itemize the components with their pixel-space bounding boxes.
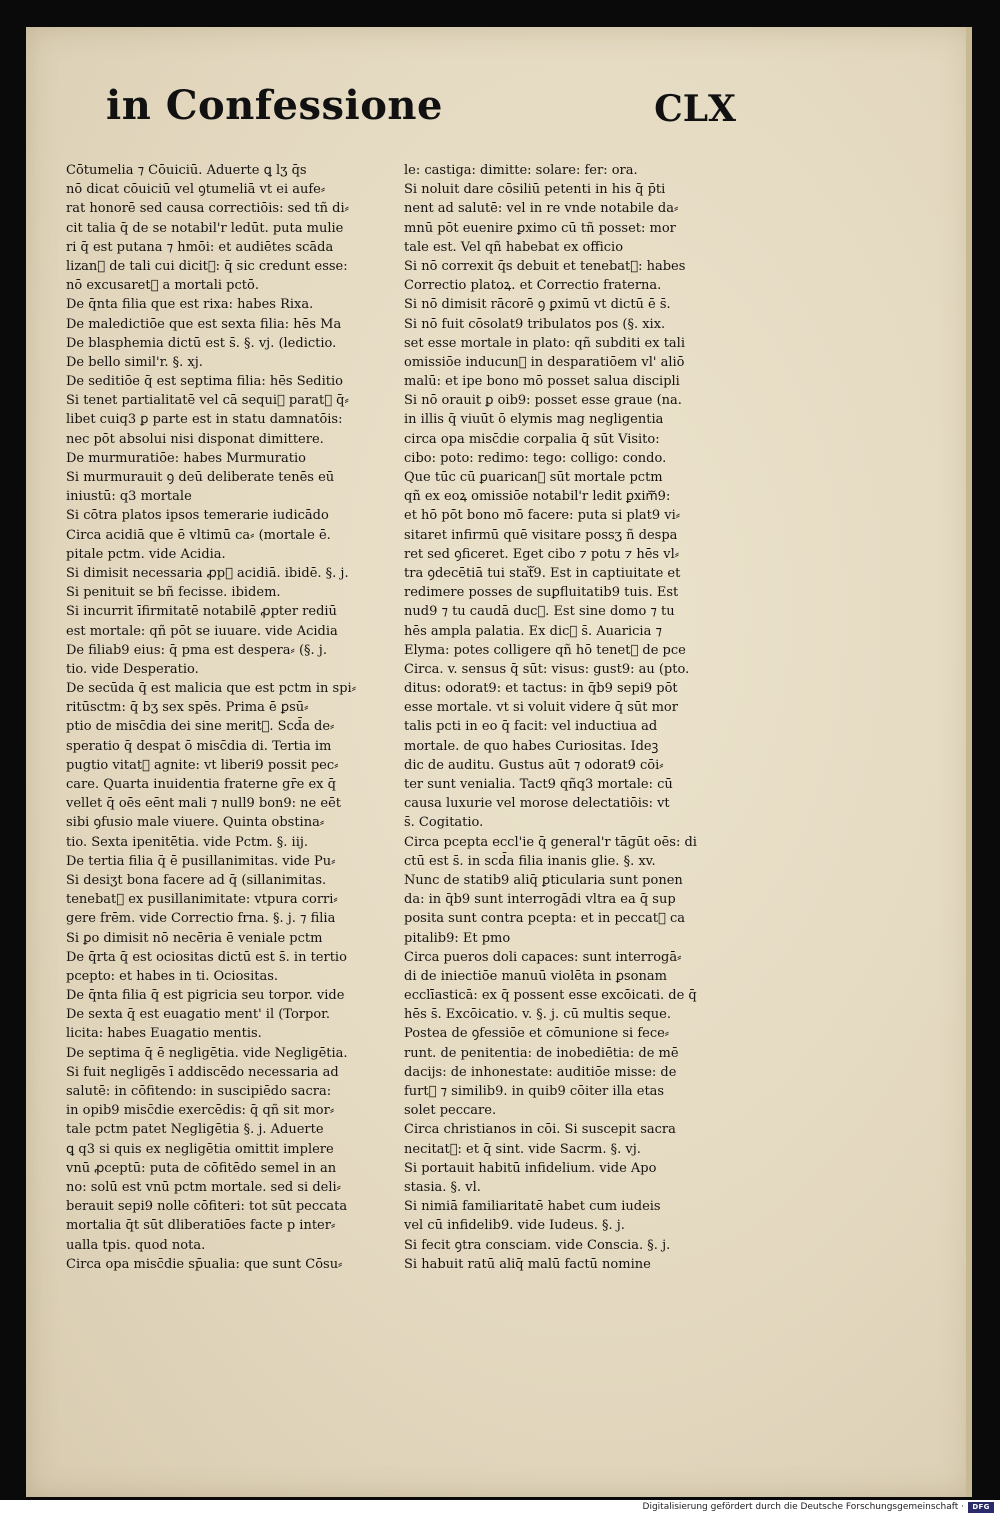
- text-line: Si habuit ratū aliq̄ malū factū nomine: [404, 1256, 651, 1272]
- text-line: Si nō correxit q̄s debuit et tenebatᷓ: habes: [404, 258, 686, 274]
- text-line: tenebatᷓ ex pusillanimitate: vtpura corri⸗: [66, 892, 338, 908]
- text-line: De q̄nta filia que est rixa: habes Rixa.: [66, 297, 314, 313]
- text-line: mortale. de quo habes Curiositas. Ideꝫ: [404, 738, 659, 754]
- text-line: Circa opa misc̄die sp̄ualia: que sunt Cōsu⸗: [66, 1256, 343, 1272]
- text-line: nō excusaretᷓ a mortali pctō.: [66, 278, 259, 294]
- text-line: dic de auditu. Gustus aūt ⁊ odorat9 cōi⸗: [404, 757, 664, 773]
- text-line: De murmuratiōe: habes Murmuratio: [66, 450, 306, 466]
- text-line: salutē: in cōfitendo: in suscipiēdo sacra:: [66, 1084, 332, 1099]
- text-line: mnū pōt euenire ꝑximo cū tñ posset: mor: [404, 220, 676, 236]
- text-line: Si noluit dare cōsiliū petenti in his q̄ p̄ti: [404, 182, 666, 198]
- text-line: sibi ꝯfusio male viuere. Quinta obstina⸗: [66, 815, 325, 831]
- text-line: ctū est s̄. in scd̄a filia inanis glie. §. xv.: [404, 853, 656, 869]
- text-line: ret sed ꝯficeret. Eget cibo ⁊ potu ⁊ hēs vl⸗: [404, 546, 680, 562]
- text-line: causa luxurie vel morose delectatiōis: vt: [404, 796, 670, 812]
- text-line: Si fuit negligēs ī addiscēdo necessaria ad: [66, 1064, 339, 1080]
- text-line: Si desiʒt bona facere ad q̄ (sillanimitas.: [66, 872, 327, 888]
- text-line: Si ꝑo dimisit nō necēria ē veniale pctm: [66, 930, 323, 946]
- text-line: Que tūc cū ꝑuaricanᷓ sūt mortale pctm: [404, 470, 663, 485]
- text-line: s̄. Cogitatio.: [404, 815, 484, 831]
- text-line: care. Quarta inuidentia fraterne gr̄e ex q̄: [66, 777, 336, 792]
- text-line: vellet q̄ oēs eēnt mali ⁊ null9 bon9: ne eēt: [66, 796, 341, 812]
- text-line: berauit sepi9 nolle cōfiteri: tot sūt peccata: [66, 1199, 348, 1215]
- text-line: cibo: poto: redimo: tego: colligo: condo.: [404, 450, 667, 466]
- text-line: in opib9 misc̄die exercēdis: q̄ qñ sit mor⸗: [66, 1103, 335, 1119]
- text-line: le: castiga: dimitte: solare: fer: ora.: [404, 163, 638, 178]
- text-line: pitale pctm. vide Acidia.: [66, 546, 226, 562]
- text-line: libet cuiq3 ꝑ parte est in statu damnatōis:: [66, 412, 343, 428]
- text-line: Correctio platoꝝ. et Correctio fraterna.: [404, 278, 662, 294]
- text-line: Circa pcepta eccl'ie q̄ general'r tāgūt oēs: di: [404, 834, 697, 850]
- folio-number: CLX: [654, 88, 736, 130]
- text-line: Si penituit se bñ fecisse. ibidem.: [66, 585, 281, 601]
- text-line: di de iniectiōe manuū violēta in ꝑsonam: [404, 968, 667, 984]
- text-line: ritūsctm: q̄ bʒ sex spēs. Prima ē ꝑsū⸗: [66, 700, 309, 716]
- text-line: da: in q̄b9 sunt interrogādi vltra ea q̄ sup: [404, 892, 676, 908]
- text-line: Si tenet partialitatē vel cā sequiᷓ paratᷓ q̄⸗: [66, 393, 349, 409]
- text-line: Si nō fuit cōsolat9 tribulatos pos (§. xix.: [404, 316, 666, 332]
- text-line: ecclīasticā: ex q̄ possent esse excōicati. de q̄: [404, 988, 697, 1004]
- text-line: stasia. §. vl.: [404, 1179, 481, 1195]
- text-line: nec pōt absolui nisi disponat dimittere.: [66, 431, 324, 447]
- text-line: ꝗ q3 si quis ex negligētia omittit implere: [66, 1141, 334, 1157]
- text-line: circa opa misc̄die corpalia q̄ sūt Visito:: [404, 431, 660, 447]
- text-line: necitatᷓ: et q̄ sint. vide Sacrm. §. vj.: [404, 1141, 641, 1157]
- text-line: Postea de ꝯfessiōe et cōmunione si fece⸗: [404, 1026, 670, 1042]
- text-line: in illis q̄ viuūt ō elymis mag negligentia: [404, 412, 664, 428]
- text-line: no: solū est vnū pctm mortale. sed si deli⸗: [66, 1179, 341, 1195]
- text-line: De blasphemia dictū est s̄. §. vj. (ledictio.: [66, 335, 337, 351]
- text-line: De tertia filia q̄ ē pusillanimitas. vide Pu⸗: [66, 853, 336, 869]
- text-line: speratio q̄ despat ō misc̄dia di. Tertia im: [66, 738, 332, 754]
- text-line: omissiōe inducunᷓ in desparatiōem vl' aliō: [404, 354, 685, 370]
- text-line: De secūda q̄ est malicia que est pctm in spi⸗: [66, 681, 357, 697]
- text-line: tra ꝯdecētiā tui statᷓ9. Est in captiuitate et: [404, 565, 681, 581]
- text-line: solet peccare.: [404, 1103, 497, 1119]
- text-line: qñ ex eoꝝ omissiōe notabil'r ledit ꝑximᷓ9:: [404, 489, 671, 505]
- text-line: Circa. v. sensus q̄ sūt: visus: gust9: au (pto.: [404, 661, 690, 677]
- text-line: ri q̄ est putana ⁊ hmōi: et audiētes scāda: [66, 239, 334, 255]
- running-head: [106, 82, 736, 142]
- text-line: tio. vide Desperatio.: [66, 661, 199, 677]
- text-line: hēs s̄. Excōicatio. v. §. j. cū multis seque.: [404, 1007, 672, 1023]
- text-line: sitaret infirmū quē visitare possʒ ñ despa: [404, 527, 678, 543]
- dfg-logo: DFG: [968, 1502, 994, 1513]
- text-line: set esse mortale in plato: qñ subditi ex tali: [404, 335, 685, 351]
- text-line: et hō pōt bono mō facere: puta si plat9 vi⸗: [404, 508, 681, 524]
- digitization-footer: [0, 1500, 1000, 1515]
- text-line: Circa christianos in cōi. Si suscepit sacra: [404, 1122, 676, 1138]
- text-line: ualla tpis. quod nota.: [66, 1237, 206, 1253]
- text-line: pugtio vitatᷓ agnite: vt liberi9 possit pec⸗: [66, 757, 339, 773]
- text-line: posita sunt contra pcepta: et in peccatᷓ ca: [404, 911, 685, 927]
- text-line: nud9 ⁊ tu caudā ducᷓ. Est sine domo ⁊ tu: [404, 604, 675, 620]
- text-line: redimere posses de suꝑfluitatib9 tuis. Est: [404, 585, 679, 601]
- text-line: dacijs: de inhonestate: auditiōe misse: de: [404, 1064, 677, 1080]
- text-line: Circa acidiā que ē vltimū ca⸗ (mortale ē.: [66, 527, 331, 543]
- text-line: De seditiōe q̄ est septima filia: hēs Seditio: [66, 374, 343, 390]
- text-line: furtᷓ ⁊ similib9. in quib9 cōiter illa etas: [404, 1084, 665, 1099]
- text-line: De maledictiōe que est sexta filia: hēs Ma: [66, 316, 342, 332]
- text-line: ptio de misc̄dia dei sine meritᷓ. Scd̄a de⸗: [66, 719, 335, 735]
- running-title: in Confessione: [106, 82, 443, 129]
- text-line: cit talia q̄ de se notabil'r ledūt. puta mulie: [66, 220, 344, 236]
- text-line: gere frēm. vide Correctio frna. §. j. ⁊ filia: [66, 911, 336, 927]
- text-line: nent ad salutē: vel in re vnde notabile da⸗: [404, 201, 679, 217]
- text-line: Si fecit ꝯtra consciam. vide Conscia. §. j.: [404, 1237, 671, 1253]
- text-line: ditus: odorat9: et tactus: in q̄b9 sepi9 pōt: [404, 681, 678, 697]
- text-line: rat honorē sed causa correctiōis: sed tñ di⸗: [66, 201, 349, 217]
- text-column-right: [404, 161, 704, 1274]
- text-line: Si nō dimisit rācorē ꝯ ꝑximū vt dictū ē s̄.: [404, 297, 671, 313]
- text-line: Si nimiā familiaritatē habet cum iudeis: [404, 1199, 661, 1215]
- text-line: Si incurrit īfirmitatē notabilē ꝓpter rediū: [66, 604, 337, 620]
- text-line: tale est. Vel qñ habebat ex officio: [404, 239, 624, 255]
- text-line: est mortale: qñ pōt se iuuare. vide Acidia: [66, 623, 338, 639]
- text-line: Si murmurauit ꝯ deū deliberate tenēs eū: [66, 470, 335, 485]
- text-line: malū: et ipe bono mō posset salua discipli: [404, 374, 680, 390]
- text-line: De q̄nta filia q̄ est pigricia seu torpor. vide: [66, 988, 345, 1004]
- text-line: pcepto: et habes in ti. Ociositas.: [66, 968, 279, 984]
- text-column-left: [66, 161, 366, 1274]
- text-line: runt. de penitentia: de inobediētia: de mē: [404, 1045, 679, 1061]
- text-line: tio. Sexta ipenitētia. vide Pctm. §. iij.: [66, 834, 309, 850]
- text-line: Si portauit habitū infidelium. vide Apo: [404, 1160, 657, 1176]
- text-line: hēs ampla palatia. Ex dicᷓ s̄. Auaricia ⁊: [404, 623, 662, 639]
- text-line: lizanᷓ de tali cui dicitᷓ: q̄ sic credunt esse:: [66, 258, 348, 274]
- text-line: ter sunt venialia. Tact9 qñq3 mortale: cū: [404, 777, 673, 792]
- text-line: vel cū infidelib9. vide Iudeus. §. j.: [404, 1218, 625, 1234]
- text-line: Nunc de statib9 aliq̄ ꝑticularia sunt ponen: [404, 872, 683, 888]
- text-line: talis pcti in eo q̄ facit: vel inductiua ad: [404, 719, 658, 735]
- text-line: De q̄rta q̄ est ociositas dictū est s̄. in tertio: [66, 949, 347, 965]
- text-line: vnū ꝓceptū: puta de cōfitēdo semel in an: [66, 1160, 337, 1176]
- text-line: pitalib9: Et pmo: [404, 930, 511, 946]
- text-line: De bello simil'r. §. xj.: [66, 354, 203, 370]
- text-line: Cōtumelia ⁊ Cōuiciū. Aduerte ꝗ lʒ q̄s: [66, 163, 307, 178]
- text-line: licita: habes Euagatio mentis.: [66, 1026, 262, 1042]
- text-line: De sexta q̄ est euagatio ment' il (Torpor.: [66, 1007, 331, 1023]
- text-line: Circa pueros doli capaces: sunt interrogā⸗: [404, 949, 682, 965]
- text-line: tale pctm patet Negligētia §. j. Aduerte: [66, 1122, 324, 1138]
- funding-credit: Digitalisierung gefördert durch die Deutsche Forschungsgemeinschaft ·: [642, 1502, 964, 1512]
- book-page: [26, 27, 972, 1497]
- text-line: Si nō orauit ꝑ oib9: posset esse graue (na.: [404, 393, 682, 409]
- text-line: nō dicat cōuiciū vel ꝯtumeliā vt ei aufe⸗: [66, 182, 326, 198]
- text-line: iniustū: q3 mortale: [66, 489, 192, 505]
- text-line: mortalia q̄t sūt dliberatiōes facte p inter⸗: [66, 1218, 336, 1234]
- text-line: esse mortale. vt si voluit videre q̄ sūt mor: [404, 700, 678, 716]
- text-line: De septima q̄ ē negligētia. vide Negligētia.: [66, 1045, 348, 1061]
- text-line: Elyma: potes colligere qñ hō tenetᷓ de pce: [404, 642, 686, 658]
- text-line: De filiab9 eius: q̄ pma est despera⸗ (§. j.: [66, 642, 327, 658]
- text-line: Si cōtra platos ipsos temerarie iudicādo: [66, 508, 329, 524]
- text-line: Si dimisit necessaria ꝓpᷓ acidiā. ibidē. §. j.: [66, 565, 349, 581]
